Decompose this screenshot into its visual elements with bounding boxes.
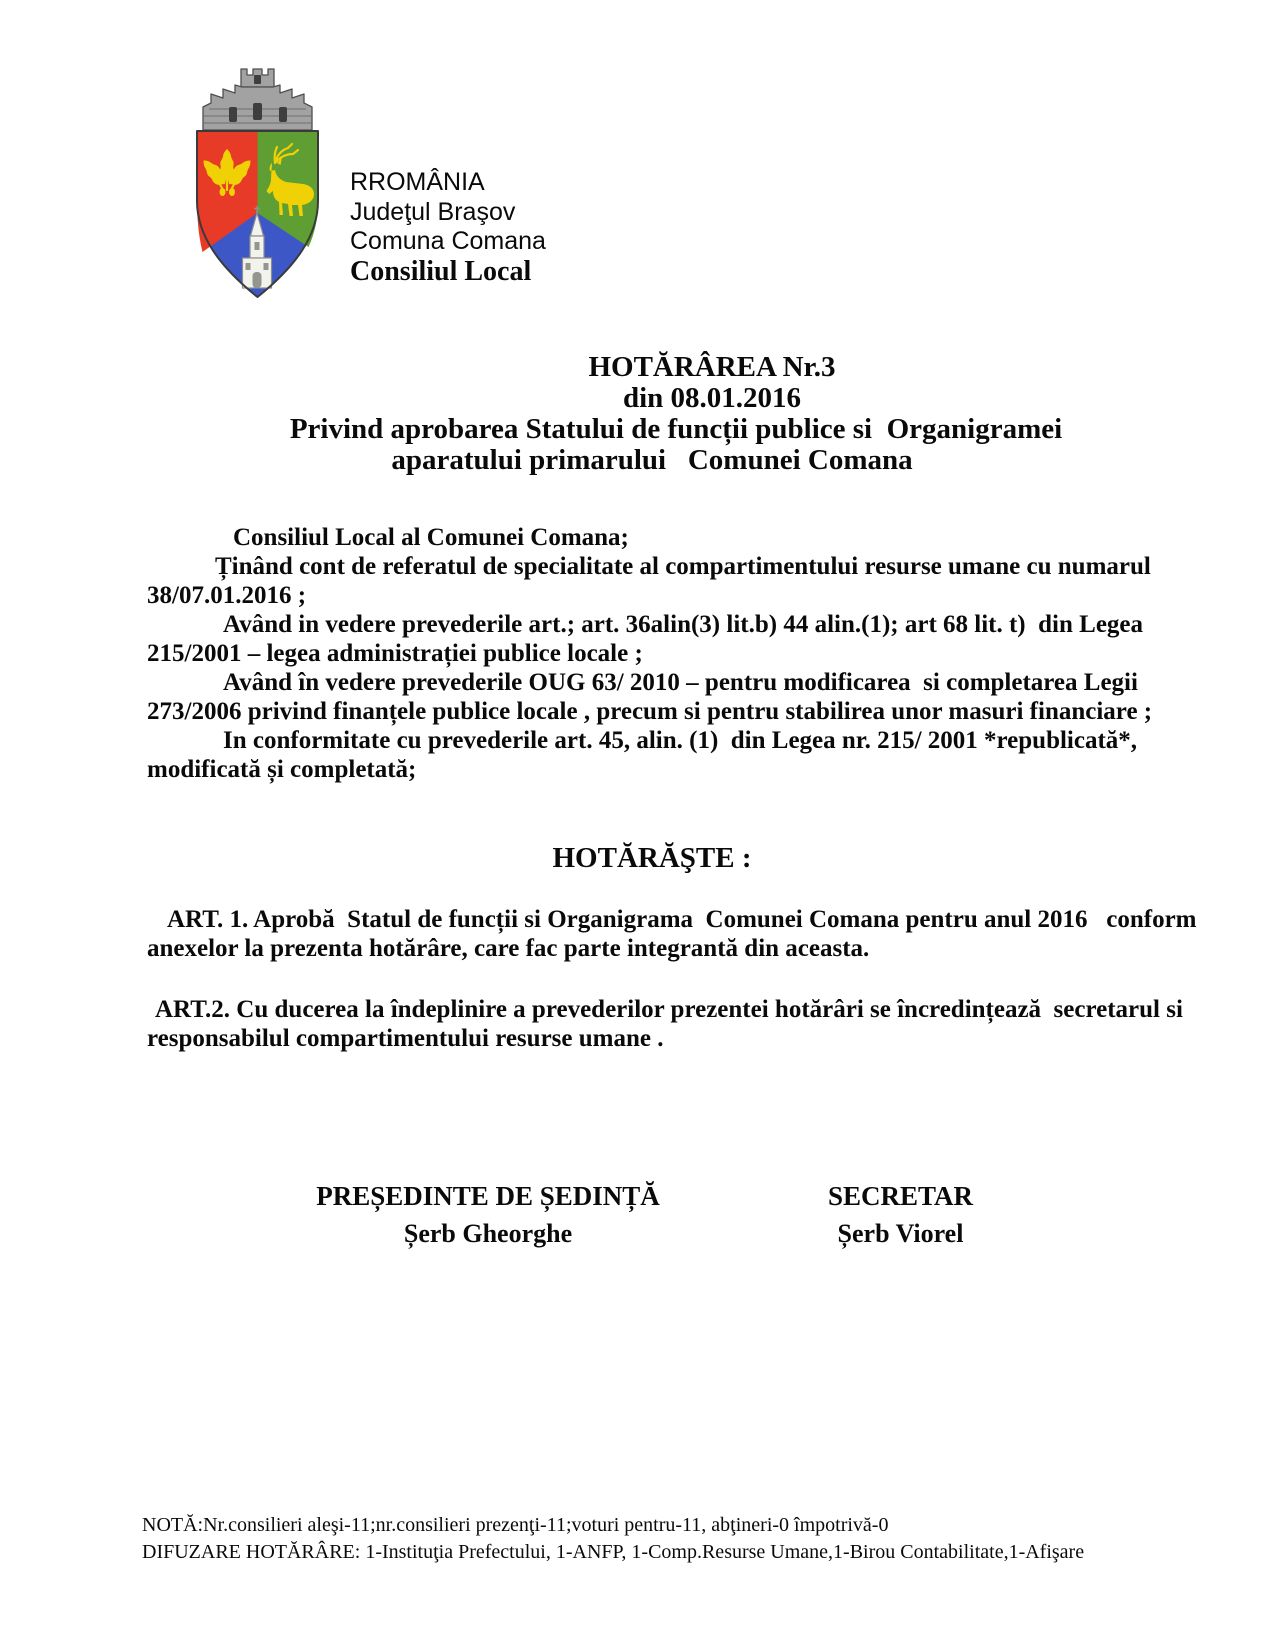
preamble-p3-line1: Având in vedere prevederile art.; art. 36alin(3) lit.b) 44 alin.(1); art 68 lit. t) din Legea <box>223 611 1144 638</box>
article-2-line2: responsabilul compartimentului resurse umane . <box>147 1025 664 1052</box>
header-authority-block <box>350 168 546 286</box>
president-name: Șerb Gheorghe <box>403 1219 573 1248</box>
preamble-p2-line1: Ținând cont de referatul de specialitate al compartimentului resurse umane cu numarul <box>215 553 1151 580</box>
coat-of-arms <box>189 66 326 301</box>
footer-vote-note: NOTĂ:Nr.consilieri aleşi-11;nr.consilieri prezenţi-11;voturi pentru-11, abţineri-0 împotrivă-0 <box>142 1514 889 1536</box>
preamble-p5-line2: modificată și completată; <box>147 756 417 783</box>
preamble <box>147 523 1162 784</box>
preamble-p5-line1: In conformitate cu prevederile art. 45, alin. (1) din Legea nr. 215/ 2001 *republicată*, <box>223 727 1138 754</box>
title-number: HOTĂRÂREA Nr.3 <box>588 351 836 383</box>
decision-heading: HOTĂRĂŞTE : <box>552 842 752 874</box>
preamble-p2-line2: 38/07.01.2016 ; <box>147 582 307 609</box>
article-2 <box>147 995 1183 1053</box>
article-1 <box>147 905 1197 963</box>
preamble-paragraph <box>147 668 1162 726</box>
county-name: Judeţul Braşov <box>350 197 516 226</box>
preamble-p4-line1: Având în vedere prevederile OUG 63/ 2010 – pentru modificarea si completarea Legii <box>223 669 1138 696</box>
preamble-p1-line1: Consiliul Local al Comunei Comana; <box>233 524 629 551</box>
preamble-paragraph <box>147 726 1162 784</box>
mural-crown-icon <box>203 69 312 130</box>
country-name: RROMÂNIA <box>350 168 485 196</box>
preamble-paragraph <box>147 552 1162 610</box>
footer-distribution-note: DIFUZARE HOTĂRÂRE: 1-Instituţia Prefectului, 1-ANFP, 1-Comp.Resurse Umane,1-Birou Contabilitate,1-Afişare <box>142 1541 1085 1563</box>
preamble-p3-line2: 215/2001 – legea administrației publice locale ; <box>147 640 643 667</box>
preamble-paragraph <box>147 523 1162 552</box>
secretary-title: SECRETAR <box>827 1181 974 1211</box>
articles <box>147 905 1197 1053</box>
document-title <box>147 352 1157 476</box>
signature-secretary <box>758 1180 1043 1250</box>
commune-name: Comuna Comana <box>350 227 546 255</box>
title-subject-line-2: aparatului primarului Comunei Comana <box>391 444 913 476</box>
title-date: din 08.01.2016 <box>622 382 802 414</box>
title-subject-line-1: Privind aprobarea Statului de funcții publice si Organigramei <box>289 413 1063 445</box>
article-1-line1: ART. 1. Aprobă Statul de funcții si Organigrama Comunei Comana pentru anul 2016 conform <box>167 906 1197 933</box>
signature-president <box>292 1180 684 1250</box>
preamble-p4-line2: 273/2006 privind finanțele publice locale , precum si pentru stabilirea unor masuri financiare ; <box>147 698 1153 725</box>
footer-notes <box>142 1512 1084 1566</box>
secretary-name: Șerb Viorel <box>837 1219 964 1248</box>
council-name: Consiliul Local <box>350 255 532 287</box>
article-1-line2: anexelor la prezenta hotărâre, care fac parte integrantă din aceasta. <box>147 935 870 962</box>
preamble-paragraph <box>147 610 1162 668</box>
article-2-line1: ART.2. Cu ducerea la îndeplinire a prevederilor prezentei hotărâri se încredințează secretarul si <box>155 996 1183 1023</box>
president-title: PREȘEDINTE DE ȘEDINȚĂ <box>316 1181 660 1211</box>
